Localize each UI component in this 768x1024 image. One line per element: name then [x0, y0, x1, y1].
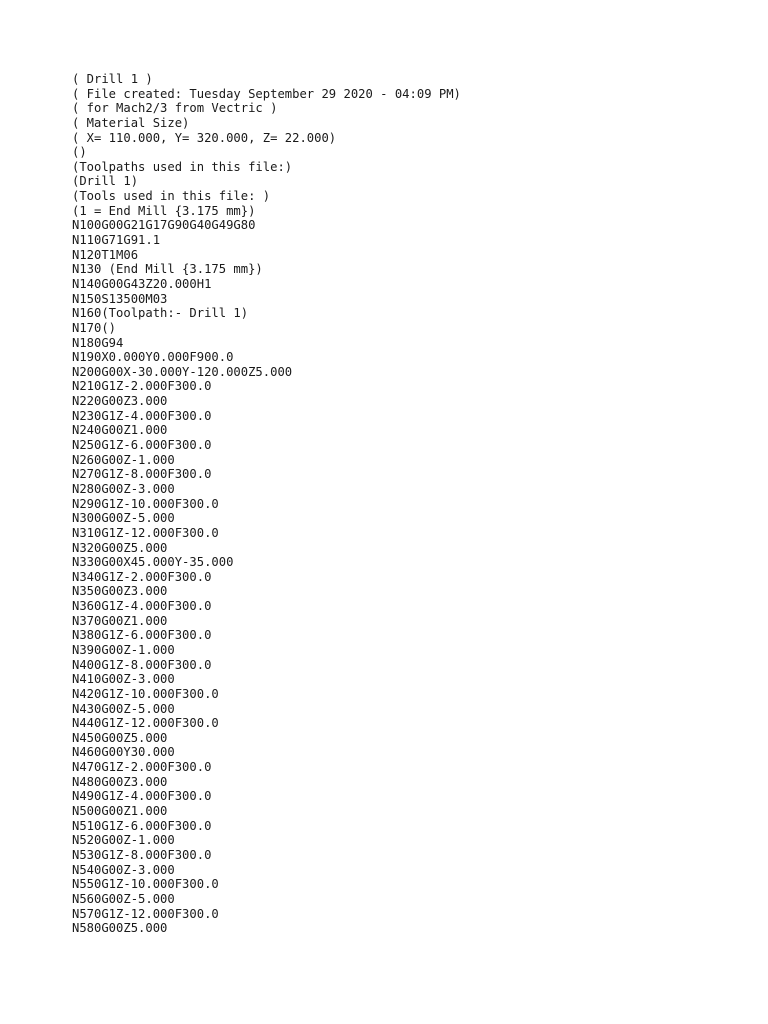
code-line: N370G00Z1.000	[72, 613, 168, 628]
code-line: N300G00Z-5.000	[72, 511, 175, 526]
code-line: N500G00Z1.000	[72, 804, 168, 819]
code-line: N430G00Z-5.000	[72, 701, 175, 716]
code-line: N530G1Z-8.000F300.0	[72, 847, 212, 862]
code-line: N320G00Z5.000	[72, 540, 168, 555]
code-line: (Tools used in this file: )	[72, 189, 271, 204]
code-line: N460G00Y30.000	[72, 745, 175, 760]
code-line: (Drill 1)	[72, 174, 139, 189]
code-line: N210G1Z-2.000F300.0	[72, 379, 212, 394]
code-line: ( Material Size)	[72, 115, 190, 130]
code-line: N470G1Z-2.000F300.0	[72, 760, 212, 775]
code-line: N520G00Z-1.000	[72, 833, 175, 848]
code-line: N440G1Z-12.000F300.0	[72, 716, 219, 731]
code-line: N260G00Z-1.000	[72, 452, 175, 467]
code-line: N150S13500M03	[72, 291, 168, 306]
code-line: ( for Mach2/3 from Vectric )	[72, 101, 278, 116]
code-line: N170()	[72, 320, 117, 335]
code-line: N270G1Z-8.000F300.0	[72, 467, 212, 482]
code-line: N190X0.000Y0.000F900.0	[72, 350, 234, 365]
code-line: N110G71G91.1	[72, 233, 161, 248]
code-line: N540G00Z-3.000	[72, 862, 175, 877]
code-line: N310G1Z-12.000F300.0	[72, 525, 219, 540]
code-line: ( X= 110.000, Y= 320.000, Z= 22.000)	[72, 130, 337, 145]
code-line: N230G1Z-4.000F300.0	[72, 408, 212, 423]
code-line: N560G00Z-5.000	[72, 891, 175, 906]
code-line: N160(Toolpath:- Drill 1)	[72, 306, 249, 321]
code-line: N550G1Z-10.000F300.0	[72, 877, 219, 892]
code-line: N220G00Z3.000	[72, 394, 168, 409]
code-line: N490G1Z-4.000F300.0	[72, 789, 212, 804]
code-line: (Toolpaths used in this file:)	[72, 159, 293, 174]
code-line: N100G00G21G17G90G40G49G80	[72, 218, 256, 233]
code-line: N120T1M06	[72, 247, 139, 262]
code-line: N420G1Z-10.000F300.0	[72, 686, 219, 701]
code-line: N580G00Z5.000	[72, 921, 168, 936]
code-line: N330G00X45.000Y-35.000	[72, 555, 234, 570]
code-line: N280G00Z-3.000	[72, 481, 175, 496]
code-line: N450G00Z5.000	[72, 730, 168, 745]
code-line: N350G00Z3.000	[72, 584, 168, 599]
code-line: N200G00X-30.000Y-120.000Z5.000	[72, 364, 293, 379]
code-line: N390G00Z-1.000	[72, 642, 175, 657]
code-line: N180G94	[72, 335, 124, 350]
code-line: N480G00Z3.000	[72, 774, 168, 789]
code-line: N400G1Z-8.000F300.0	[72, 657, 212, 672]
code-line: N250G1Z-6.000F300.0	[72, 438, 212, 453]
code-line: N240G00Z1.000	[72, 423, 168, 438]
code-line: N130 (End Mill {3.175 mm})	[72, 262, 263, 277]
code-line: ( Drill 1 )	[72, 72, 153, 86]
code-line: N360G1Z-4.000F300.0	[72, 599, 212, 614]
code-line: N380G1Z-6.000F300.0	[72, 628, 212, 643]
code-line: N410G00Z-3.000	[72, 672, 175, 687]
code-line: ( File created: Tuesday September 29 2020 - 04:09 PM)	[72, 86, 461, 101]
code-line: (1 = End Mill {3.175 mm})	[72, 203, 256, 218]
code-line: N290G1Z-10.000F300.0	[72, 496, 219, 511]
gcode-listing	[72, 72, 461, 936]
code-line: N340G1Z-2.000F300.0	[72, 569, 212, 584]
code-line: N510G1Z-6.000F300.0	[72, 818, 212, 833]
code-line: N140G00G43Z20.000H1	[72, 276, 212, 291]
code-line: ()	[72, 145, 87, 160]
code-line: N570G1Z-12.000F300.0	[72, 906, 219, 921]
